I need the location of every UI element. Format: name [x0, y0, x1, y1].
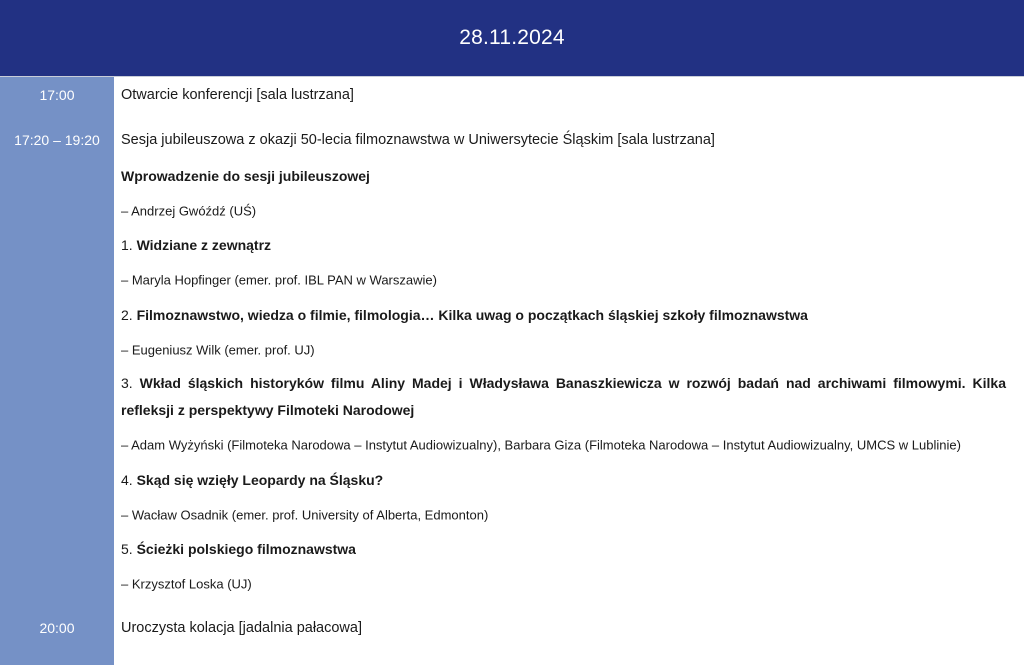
talk-item: [121, 370, 1006, 424]
talk-number: 2.: [121, 307, 133, 323]
talk-number: 5.: [121, 541, 133, 557]
event-dinner: Uroczysta kolacja [jadalnia pałacowa]: [121, 620, 362, 636]
talk-speaker: – Maryla Hopfinger (emer. prof. IBL PAN w Warszawie): [121, 272, 437, 288]
talk-number: 3.: [121, 375, 133, 391]
talk-title: Wkład śląskich historyków filmu Aliny Madej i Władysława Banaszkiewicza w rozwój badań nad archiwami filmowymi. Kilka refleksji z perspektywy Filmoteki Narodowej: [121, 375, 1006, 418]
time-column: [0, 77, 114, 665]
time-opening: 17:00: [39, 87, 75, 103]
talk-speaker: – Wacław Osadnik (emer. prof. University of Alberta, Edmonton): [121, 507, 489, 523]
header-divider: [0, 76, 1024, 77]
date-header: [0, 0, 1024, 76]
event-opening: Otwarcie konferencji [sala lustrzana]: [121, 87, 354, 103]
talk-item: [121, 307, 1006, 323]
talk-title: Widziane z zewnątrz: [136, 237, 272, 253]
event-session: Sesja jubileuszowa z okazji 50-lecia filmoznawstwa w Uniwersytecie Śląskim [sala lustrzana]: [121, 132, 715, 148]
talk-speaker: – Eugeniusz Wilk (emer. prof. UJ): [121, 342, 315, 358]
talk-item: [121, 472, 1006, 488]
talk-title: Filmoznawstwo, wiedza o filmie, filmologia… Kilka uwag o początkach śląskiej szkoły filmoznawstwa: [136, 307, 808, 323]
intro-title: Wprowadzenie do sesji jubileuszowej: [121, 168, 370, 184]
date-heading: 28.11.2024: [459, 26, 565, 49]
talk-speaker: – Adam Wyżyński (Filmoteka Narodowa – Instytut Audiowizualny), Barbara Giza (Filmoteka Narodowa – Instytut Audiowizualny, UMCS w Lublinie): [121, 437, 961, 453]
talk-title: Skąd się wzięły Leopardy na Śląsku?: [136, 472, 384, 488]
talk-speaker: – Krzysztof Loska (UJ): [121, 576, 252, 592]
time-dinner: 20:00: [39, 620, 75, 636]
talk-number: 1.: [121, 237, 133, 253]
intro-speaker: – Andrzej Gwóźdź (UŚ): [121, 203, 257, 219]
talk-number: 4.: [121, 472, 133, 488]
talk-title: Ścieżki polskiego filmoznawstwa: [136, 541, 356, 557]
talk-item: [121, 237, 1006, 253]
time-session: 17:20 – 19:20: [14, 132, 100, 148]
talk-item: [121, 541, 1006, 557]
